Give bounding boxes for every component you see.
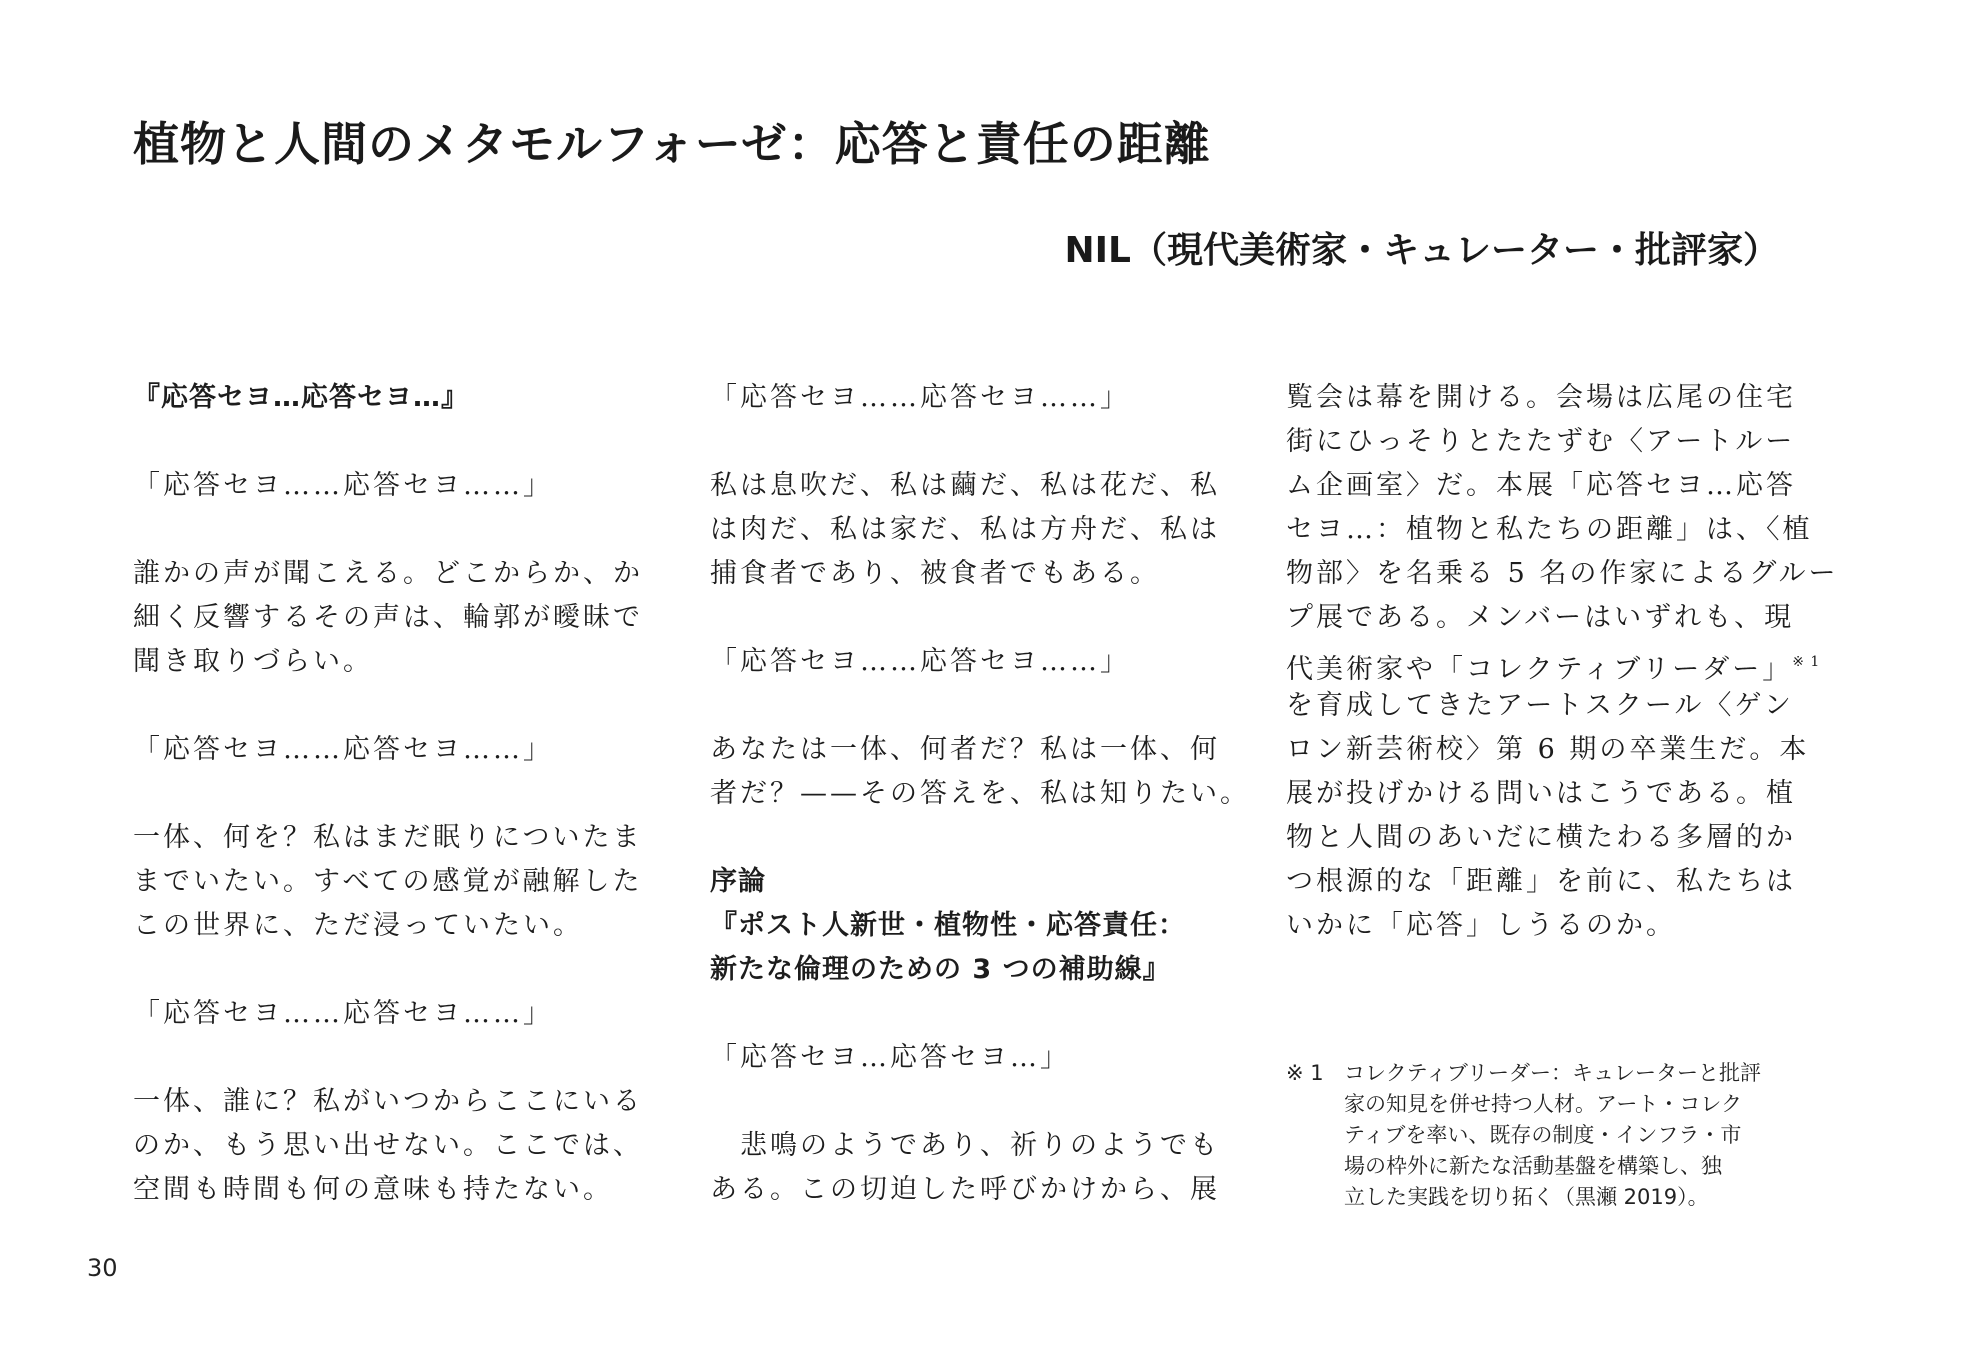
call-line: 「応答セヨ……応答セヨ……」 [133,734,553,765]
paragraph-line: のか、もう思い出せない。ここでは、 [133,1130,643,1161]
footnote-line: コレクティブリーダー：キュレーターと批評 [1344,1061,1762,1085]
paragraph-line: プ展である。メンバーはいずれも、現 [1286,602,1795,633]
paragraph-line: は肉だ、私は家だ、私は方舟だ、私は [710,514,1220,545]
page-title: 植物と人間のメタモルフォーゼ：応答と責任の距離 [133,117,1211,171]
paragraph-line: 物と人間のあいだに横たわる多層的か [1286,822,1796,853]
footnote-line: 立した実践を切り拓く（黒瀬 2019）。 [1344,1185,1709,1209]
text-column-3 [1286,376,1839,948]
paragraph-line: ロン新芸術校〉第 6 期の卒業生だ。本 [1286,734,1810,765]
author-line: NIL（現代美術家・キュレーター・批評家） [1064,230,1779,271]
footnote-reference: ※ 1 [1792,654,1821,670]
paragraph-line: 一体、誰に？私がいつからここにいる [133,1086,643,1117]
paragraph-line: セヨ…：植物と私たちの距離」は、〈植 [1286,514,1813,545]
section-subheading: 新たな倫理のための 3 つの補助線』 [710,954,1171,985]
paragraph-line: 物部〉を名乗る 5 名の作家によるグルー [1286,558,1839,589]
paragraph-line: 街にひっそりとたたずむ〈アートルー [1286,426,1796,457]
call-line: 「応答セヨ……応答セヨ……」 [133,998,553,1029]
text-column-2 [710,376,1250,1212]
call-line: 「応答セヨ……応答セヨ……」 [133,470,553,501]
footnote-line: 場の枠外に新たな活動基盤を構築し、独 [1344,1154,1722,1178]
text-column-1 [133,376,643,1212]
footnote [1286,1058,1786,1213]
paragraph-line: この世界に、ただ浸っていたい。 [133,910,583,941]
page-number: 30 [87,1254,118,1282]
section-subheading: 『ポスト人新世・植物性・応答責任： [710,910,1186,941]
epigraph-heading: 『応答セヨ…応答セヨ…』 [133,382,469,413]
paragraph-line: 誰かの声が聞こえる。どこからか、か [133,558,643,589]
paragraph-line: 者だ？——その答えを、私は知りたい。 [710,778,1250,809]
paragraph-line: ム企画室〉だ。本展「応答セヨ…応答 [1286,470,1796,501]
paragraph-line: 一体、何を？私はまだ眠りについたま [133,822,643,853]
paragraph-line: つ根源的な「距離」を前に、私たちは [1286,866,1796,897]
paragraph-line: 私は息吹だ、私は繭だ、私は花だ、私 [710,470,1220,501]
paragraph-line: 聞き取りづらい。 [133,646,373,677]
footnote-line: 家の知見を併せ持つ人材。アート・コレク [1344,1092,1742,1116]
paragraph-line [1286,640,1821,685]
call-line: 「応答セヨ……応答セヨ……」 [710,646,1130,677]
footnote-mark: ※ 1 [1286,1061,1324,1085]
paragraph-text: 代美術家や「コレクティブリーダー」 [1286,654,1793,685]
paragraph-line: 捕食者であり、被食者でもある。 [710,558,1160,589]
paragraph-line: 悲鳴のようであり、祈りのようでも [710,1130,1220,1161]
paragraph-line: あなたは一体、何者だ？私は一体、何 [710,734,1220,765]
paragraph-line: ある。この切迫した呼びかけから、展 [710,1174,1220,1205]
paragraph-line: を育成してきたアートスクール〈ゲン [1286,690,1794,721]
call-line: 「応答セヨ…応答セヨ…」 [710,1042,1070,1073]
paragraph-line: 細く反響するその声は、輪郭が曖昧で [133,602,643,633]
paragraph-line: いかに「応答」しうるのか。 [1286,910,1676,941]
paragraph-line: 覧会は幕を開ける。会場は広尾の住宅 [1286,382,1796,413]
paragraph-line: までいたい。すべての感覚が融解した [133,866,643,897]
paragraph-line: 展が投げかける問いはこうである。植 [1286,778,1796,809]
call-line: 「応答セヨ……応答セヨ……」 [710,382,1130,413]
footnote-line: ティブを率い、既存の制度・インフラ・市 [1344,1123,1742,1147]
paragraph-line: 空間も時間も何の意味も持たない。 [133,1174,613,1205]
section-heading: 序論 [710,866,766,897]
